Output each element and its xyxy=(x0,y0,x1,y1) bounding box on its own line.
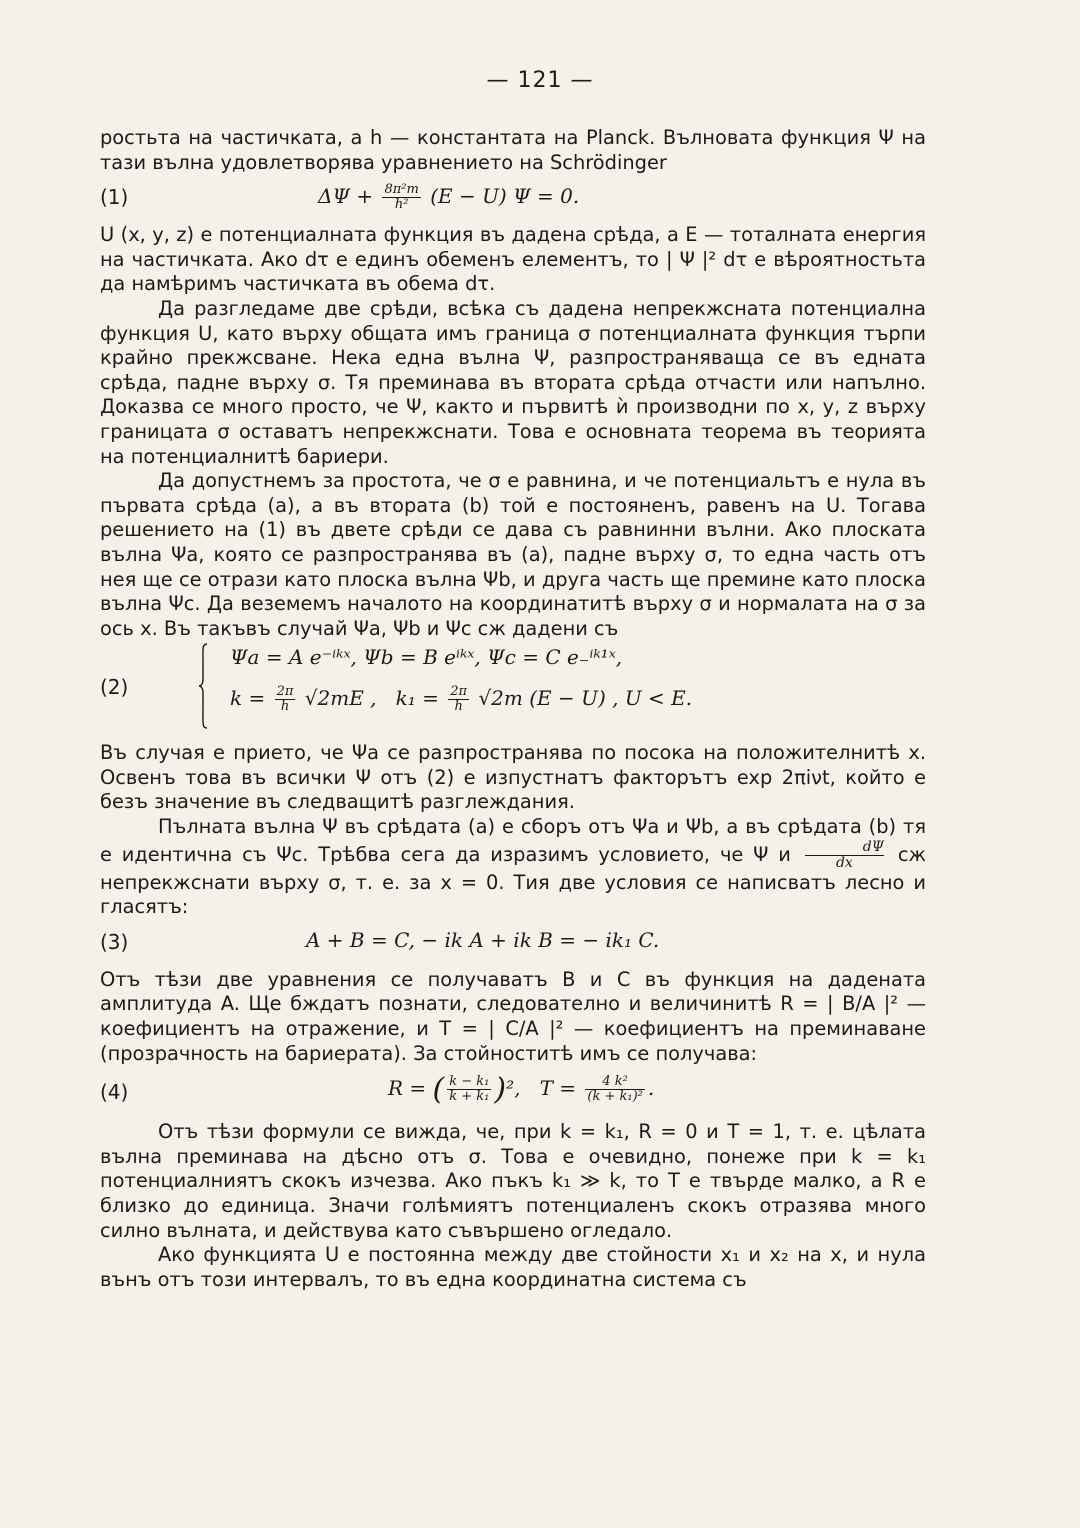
equation-3-number: (3) xyxy=(100,929,129,954)
left-brace-icon xyxy=(198,643,208,729)
equation-4-r-num: k − k₁ xyxy=(449,1074,490,1090)
equation-2-line-2 xyxy=(230,685,692,714)
paragraph-4: Да допустнемъ за простота, че σ е равнина, и че потенциальтъ е нула въ първата срѣда (a), а въ втората (b) той е постояненъ, равенъ на U. Тогава решението на (1) въ двете срѣди се дава съ равнинни вълни. Ако плоската вълна Ψa, която се разпространява въ (a), падне върху σ, то една часть отъ нея ще се отрази като плоска вълна Ψb, и друга часть ще премине като плоска вълна Ψc. Да веземемъ началото на координатитѣ върху σ и нормалата на σ за ось x. Въ такъвъ случай Ψa, Ψb и Ψc сж дадени съ xyxy=(100,469,926,640)
page-body xyxy=(100,126,926,1292)
equation-2-k-num: 2π xyxy=(276,684,294,700)
equation-3 xyxy=(100,920,926,968)
equation-4-r-label: R = xyxy=(388,1076,427,1101)
equation-4 xyxy=(100,1066,926,1120)
equation-2-k-root: √2mE , xyxy=(304,686,377,711)
equation-4-t-fraction xyxy=(585,1075,644,1104)
equation-2-k-label: k = xyxy=(230,686,266,711)
equation-2-k1-root: √2m (E − U) , U < E. xyxy=(478,686,693,711)
equation-2-k-den: h xyxy=(280,699,290,715)
paragraph-6-part-a: Пълната вълна Ψ въ срѣдата (a) е сборъ отъ Ψa и Ψb, а въ срѣдата (b) тя е идентична съ Ψc. Трѣбва сега да изразимъ условието, че Ψ и xyxy=(100,815,926,866)
equation-1-fraction xyxy=(382,183,420,212)
paragraph-6 xyxy=(100,815,926,920)
derivative-fraction-den: dx xyxy=(835,854,853,871)
equation-4-t-end: . xyxy=(647,1076,655,1101)
paragraph-1: ростьта на частичката, а h — константата на Planck. Вълновата функция Ψ на тази вълна удовлетворява уравнението на Schrödinger xyxy=(100,126,926,174)
paragraph-2: U (x, y, z) е потенциалната функция въ дадена срѣда, а E — тоталната енергия на частичката. Ако dτ е единъ обеменъ елементъ, то | Ψ |² dτ е вѣроятностьта да намѣримъ частичката въ обема dτ. xyxy=(100,223,926,296)
equation-3-expression: A + B = C, − ik A + ik B = − ik₁ C. xyxy=(306,927,660,952)
equation-4-r-den: k + k₁ xyxy=(449,1089,490,1105)
equation-4-r-fraction xyxy=(447,1075,491,1104)
equation-4-r-exponent: ², xyxy=(506,1076,521,1101)
equation-1-right: (E − U) Ψ = 0. xyxy=(430,184,580,209)
equation-4-t-den: (k + k₁)² xyxy=(587,1089,643,1105)
paragraph-7: Отъ тѣзи две уравнения се получаватъ B и C въ функция на дадената амплитуда A. Щe бждатъ познати, следователно и величинитѣ R = | B/A |² — коефициентъ на отражение, и T = | C/A |² — коефициентъ на преминаване (прозрачность на бариерата). За стойноститѣ имъ се получава: xyxy=(100,967,926,1065)
equation-1-frac-num: 8π²m xyxy=(384,182,419,198)
paragraph-6-part-b: сж непрекжснати върху σ, т. е. за x = 0. Тия две условия се написватъ лесно и гласятъ: xyxy=(100,842,927,919)
equation-4-number: (4) xyxy=(100,1080,129,1105)
paragraph-8: Отъ тѣзи формули се вижда, че, при k = k₁, R = 0 и T = 1, т. е. цѣлата вълна преминава на дѣсно отъ σ. Това е очевидно, понеже при k = k₁ потенциалниятъ скокъ изчезва. Ако пъкъ k₁ ≫ k, то T е твърде малко, а R е близко до единица. Значи голѣмиятъ потенциаленъ скокъ отразява много силно вълната, и действува като съвършено огледало. xyxy=(100,1120,926,1242)
paragraph-3: Да разгледаме две срѣди, всѣка съ дадена непрекжсната потенциална функция U, като върху общата имъ граница σ потенциалната функция търпи крайно прекжсване. Нека една вълна Ψ, разпространяваща се въ едната срѣда, падне върху σ. Тя преминава въ втората срѣда отчасти или напълно. Доказва се много просто, че Ψ, както и първитѣ ѝ производни по x, y, z върху границата σ оставатъ непрекжснати. Това е основната теорема въ теорията на потенциалнитѣ бариери. xyxy=(100,296,926,468)
equation-1-number: (1) xyxy=(100,185,129,210)
equation-2 xyxy=(100,641,926,741)
equation-2-number: (2) xyxy=(100,675,129,700)
equation-2-line-1: Ψa = A e⁻ⁱᵏˣ, Ψb = B eⁱᵏˣ, Ψc = C e₋ⁱᵏ¹ˣ, xyxy=(230,645,623,670)
equation-4-expression xyxy=(388,1072,654,1107)
derivative-fraction xyxy=(805,840,884,871)
equation-4-r-paren-close: ) xyxy=(494,1072,507,1108)
equation-2-k1-label: k₁ = xyxy=(395,686,439,711)
derivative-fraction-num: dΨ xyxy=(805,840,884,856)
paragraph-5: Въ случая е прието, че Ψa се разпространява по посока на положителнитѣ x. Освенъ това въ всички Ψ отъ (2) е изпустнатъ факторътъ exp 2πiνt, който е безъ значение въ следващитѣ разглеждания. xyxy=(100,741,926,814)
equation-1-expression xyxy=(318,183,579,212)
equation-1-frac-den: h² xyxy=(394,197,409,213)
equation-4-t-label: T = xyxy=(539,1076,577,1101)
equation-2-k1-num: 2π xyxy=(450,684,468,700)
page-number: — 121 — xyxy=(486,68,594,93)
equation-1-left: ΔΨ + xyxy=(318,184,374,209)
equation-2-k1-den: h xyxy=(454,699,463,715)
equation-2-k1-fraction xyxy=(448,685,469,714)
paragraph-9: Ако функцията U е постоянна между две стойности x₁ и x₂ на x, и нула вънъ отъ този интервалъ, то въ една координатна система съ xyxy=(100,1243,926,1291)
equation-4-t-num: 4 k² xyxy=(585,1075,644,1090)
equation-1 xyxy=(100,175,926,223)
equation-4-r-paren-open: ( xyxy=(432,1072,445,1108)
equation-2-k-fraction xyxy=(275,685,296,714)
